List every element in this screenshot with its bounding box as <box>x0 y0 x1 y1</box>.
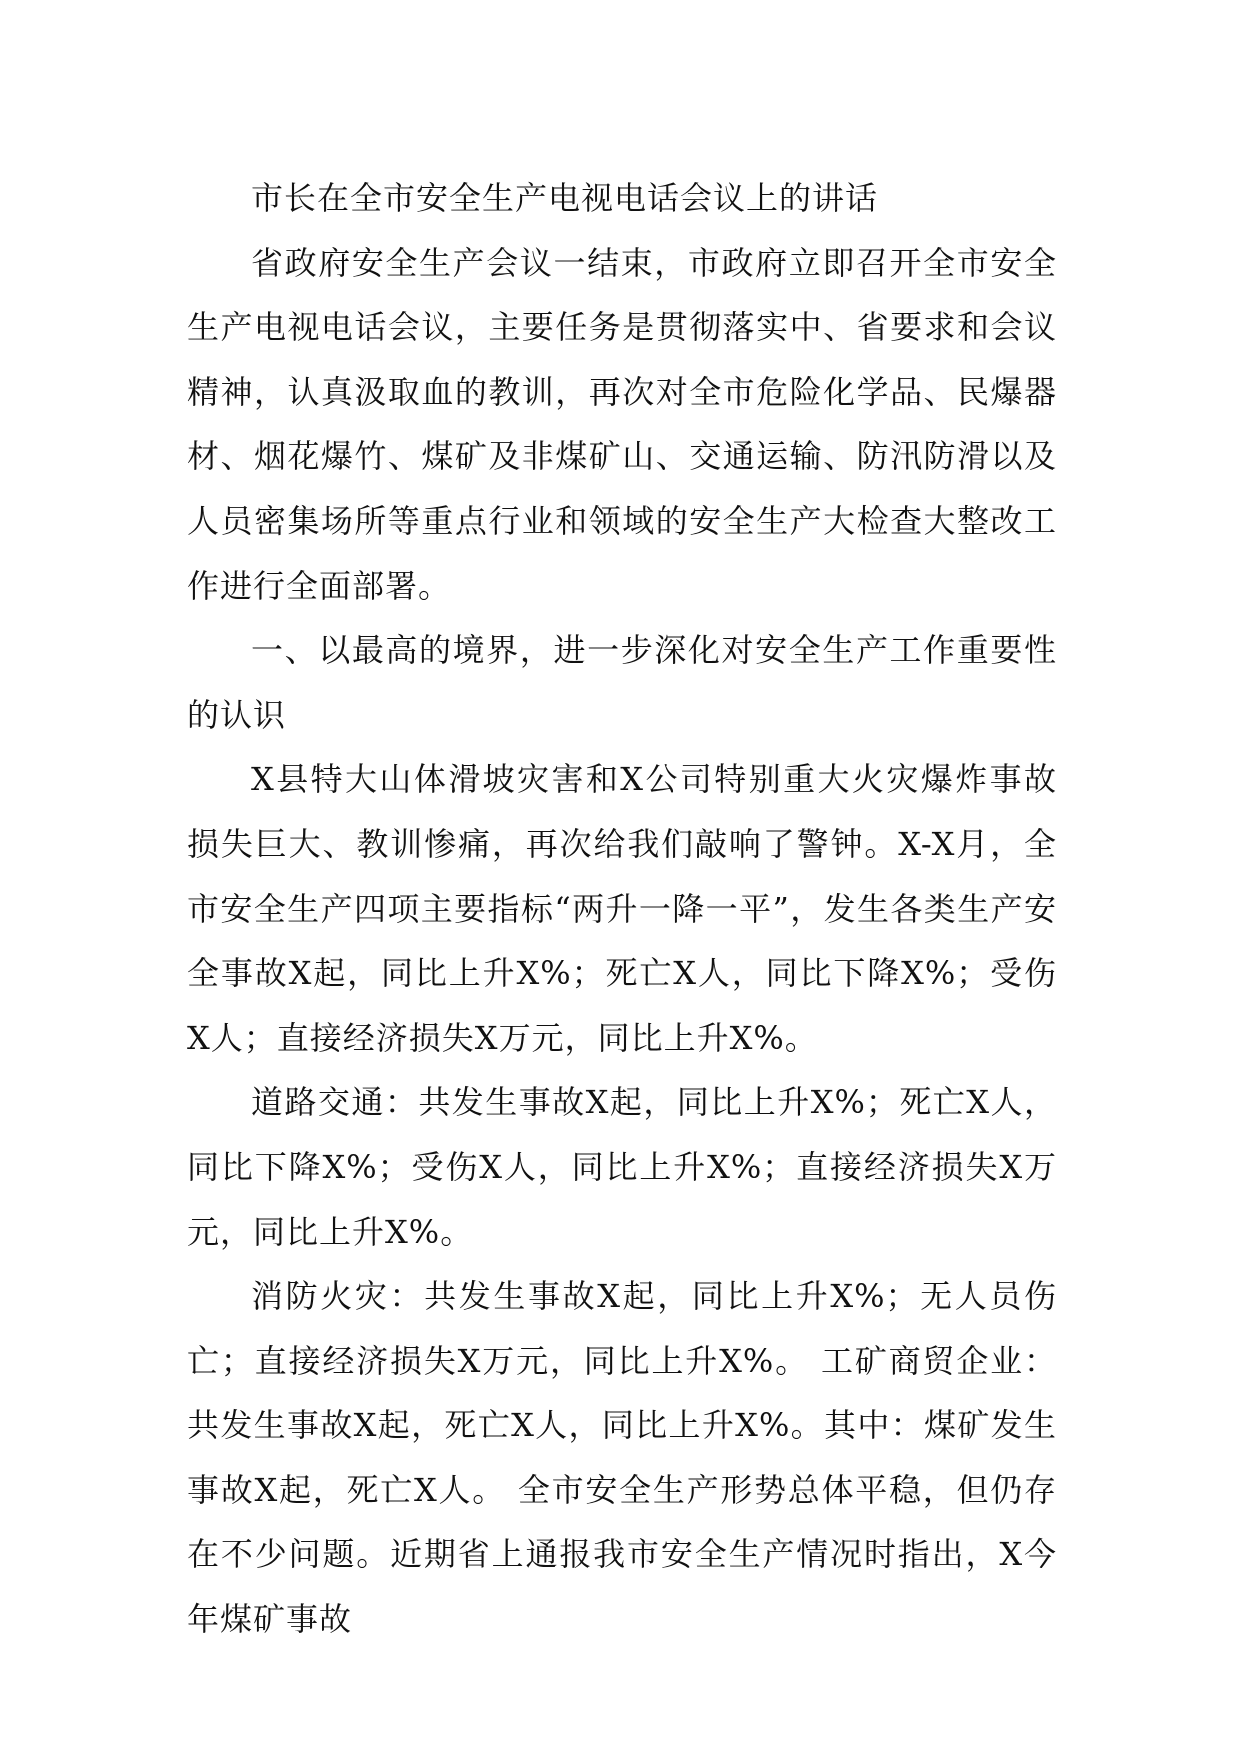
paragraph-statistics: X县特大山体滑坡灾害和X公司特别重大火灾爆炸事故损失巨大、教训惨痛，再次给我们敲响了警钟。X-X月，全市安全生产四项主要指标“两升一降一平”，发生各类生产安全事故X起，同比上升X%；死亡X人，同比下降X%；受伤X人；直接经济损失X万元，同比上升X%。 <box>187 760 1057 1057</box>
document-title: 市长在全市安全生产电视电话会议上的讲话 <box>251 179 879 217</box>
section-heading-1: 一、以最高的境界，进一步深化对安全生产工作重要性的认识 <box>187 631 1057 734</box>
document-body <box>187 166 1057 1652</box>
paragraph-fire: 消防火灾：共发生事故X起，同比上升X%；无人员伤亡；直接经济损失X万元，同比上升X%。 工矿商贸企业：共发生事故X起，死亡X人，同比上升X%。其中：煤矿发生事故X起，死亡X人。 全市安全生产形势总体平稳，但仍存在不少问题。近期省上通报我市安全生产情况时指出，X今年煤矿事故 <box>187 1277 1057 1639</box>
paragraph-road-traffic: 道路交通：共发生事故X起，同比上升X%；死亡X人，同比下降X%；受伤X人，同比上升X%；直接经济损失X万元，同比上升X%。 <box>187 1083 1057 1251</box>
paragraph-intro: 省政府安全生产会议一结束，市政府立即召开全市安全生产电视电话会议，主要任务是贯彻落实中、省要求和会议精神，认真汲取血的教训，再次对全市危险化学品、民爆器材、烟花爆竹、煤矿及非煤矿山、交通运输、防汛防滑以及人员密集场所等重点行业和领域的安全生产大检查大整改工作进行全面部署。 <box>187 243 1057 605</box>
